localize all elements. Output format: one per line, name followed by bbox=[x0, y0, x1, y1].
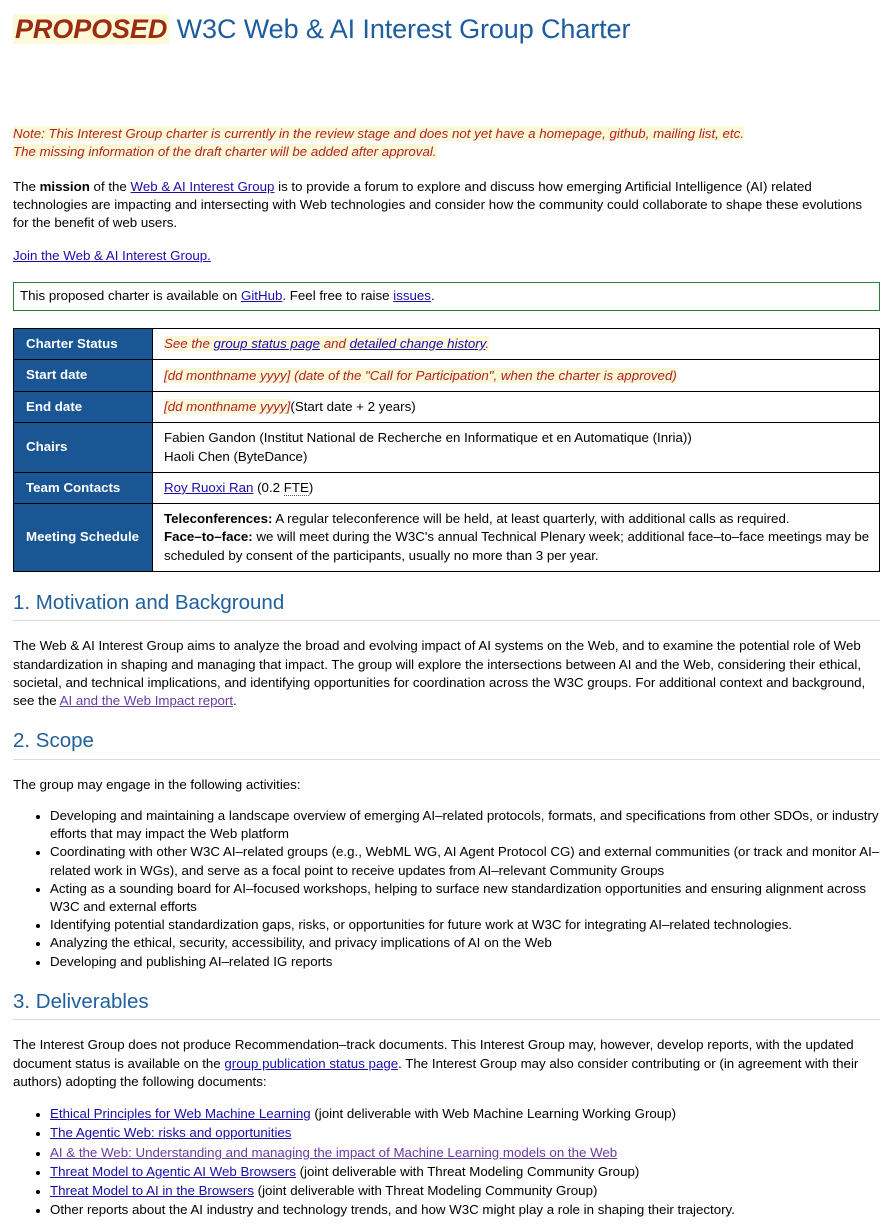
detailed-change-history-link[interactable]: detailed change history bbox=[349, 336, 486, 352]
section-heading-scope: 2. Scope bbox=[13, 729, 880, 760]
end-date-annotation: (Start date + 2 years) bbox=[290, 399, 416, 415]
face-to-face-text: we will meet during the W3C's annual Technical Plenary week; additional face–to–face meetings may be scheduled by consent of the participants, usually no more than 3 per year. bbox=[164, 529, 870, 563]
row-value-start-date bbox=[153, 360, 880, 391]
chair-2: Haoli Chen (ByteDance) bbox=[164, 448, 308, 464]
ai-web-impact-report-link[interactable]: AI and the Web Impact report bbox=[59, 693, 234, 709]
mission-paragraph bbox=[13, 178, 880, 233]
row-label-start-date: Start date bbox=[14, 360, 153, 391]
section-heading-deliverables: 3. Deliverables bbox=[13, 990, 880, 1021]
list-item bbox=[50, 1104, 880, 1123]
deliverable-suffix: (joint deliverable with Threat Modeling Community Group) bbox=[253, 1183, 598, 1199]
row-label-charter-status: Charter Status bbox=[14, 328, 153, 359]
table-row-meeting-schedule bbox=[14, 504, 880, 572]
motivation-paragraph bbox=[13, 637, 880, 710]
start-date-placeholder: [dd monthname yyyy] bbox=[164, 367, 291, 383]
fte-abbreviation: FTE bbox=[283, 479, 309, 495]
teleconferences-label: Teleconferences: bbox=[164, 511, 273, 527]
deliverable-link-threat-model-browsers[interactable]: Threat Model to AI in the Browsers bbox=[50, 1183, 254, 1199]
charter-status-pre: See the bbox=[164, 336, 214, 352]
section-heading-motivation: 1. Motivation and Background bbox=[13, 591, 880, 622]
table-row-team-contacts bbox=[14, 472, 880, 503]
deliverables-text-pre: The Interest Group does not produce Recommendation–track documents. This Interest Group may, however, develop reports, with the updated document status is available on the bbox=[13, 1037, 854, 1071]
mission-mid: of the bbox=[89, 178, 131, 194]
table-row-charter-status bbox=[14, 328, 880, 359]
page-title bbox=[13, 14, 880, 46]
motivation-text-pre: The Web & AI Interest Group aims to analyze the broad and evolving impact of AI systems on the Web, and to examine the potential role of Web standardization in shaping and managing that impact. The group will explore the intersections between AI and the Web, considering their ethical, societal, and technical implications, and identifying opportunities for coordination across the W3C groups. For additional context and background, see the bbox=[13, 638, 866, 709]
team-contact-link[interactable]: Roy Ruoxi Ran bbox=[164, 479, 254, 495]
github-notice-pre: This proposed charter is available on bbox=[20, 288, 241, 304]
review-note-line-1: Note: This Interest Group charter is currently in the review stage and does not yet have a homepage, github, mailing list, etc. bbox=[13, 125, 744, 141]
list-item bbox=[50, 1143, 880, 1162]
proposed-status-flag: PROPOSED bbox=[15, 14, 168, 44]
row-label-chairs: Chairs bbox=[14, 423, 153, 472]
chair-1: Fabien Gandon (Institut National de Recherche en Informatique et en Automatique (Inria)) bbox=[164, 430, 692, 446]
list-item: • Analyzing the ethical, security, accessibility, and privacy implications of AI on the Web bbox=[50, 934, 880, 952]
row-value-chairs bbox=[153, 423, 880, 472]
face-to-face-label: Face–to–face: bbox=[164, 529, 253, 545]
list-item: • Coordinating with other W3C AI–related groups (e.g., WebML WG, AI Agent Protocol CG) and external communities (or track and monitor AI–related work in WGs), and serve as a focal point to receive updates from AI–relevant Community Groups bbox=[50, 843, 880, 879]
group-status-page-link[interactable]: group status page bbox=[213, 336, 320, 352]
mission-pre: The bbox=[13, 178, 40, 194]
deliverable-link-threat-model-agentic[interactable]: Threat Model to Agentic AI Web Browsers bbox=[50, 1163, 296, 1179]
row-value-charter-status bbox=[153, 328, 880, 359]
list-item: • Acting as a sounding board for AI–focused workshops, helping to surface new standardization opportunities and ensuring alignment across W3C and external efforts bbox=[50, 880, 880, 916]
github-notice-post: . bbox=[430, 288, 435, 304]
deliverable-suffix: (joint deliverable with Web Machine Learning Working Group) bbox=[310, 1106, 677, 1122]
list-item bbox=[50, 1162, 880, 1181]
deliverable-suffix: (joint deliverable with Threat Modeling Community Group) bbox=[295, 1163, 640, 1179]
mission-rest: is to provide a forum to explore and discuss how emerging Artificial Intelligence (AI) related technologies are impacting and intersecting with Web technologies and consider how the community could collaborate to shape these evolutions for the benefit of web users. bbox=[13, 178, 863, 230]
issues-link[interactable]: issues bbox=[393, 288, 431, 304]
deliverables-text-post: . The Interest Group may also consider contributing or (in agreement with their authors) adopting the following documents: bbox=[13, 1055, 859, 1089]
join-group-link[interactable]: Join the Web & AI Interest Group. bbox=[13, 248, 211, 264]
table-row-start-date bbox=[14, 360, 880, 391]
list-item bbox=[50, 1123, 880, 1142]
deliverable-other-reports: Other reports about the AI industry and technology trends, and how W3C might play a role in shaping their trajectory. bbox=[50, 1202, 735, 1218]
mission-bold-word: mission bbox=[39, 178, 90, 194]
table-row-end-date bbox=[14, 391, 880, 422]
deliverables-paragraph bbox=[13, 1036, 880, 1091]
list-item: • Identifying potential standardization gaps, risks, or opportunities for future work at W3C for integrating AI–related technologies. bbox=[50, 916, 880, 934]
page-title-text: W3C Web & AI Interest Group Charter bbox=[176, 14, 631, 44]
motivation-text-post: . bbox=[233, 693, 237, 709]
scope-activities-list bbox=[13, 807, 880, 971]
github-link[interactable]: GitHub bbox=[241, 288, 283, 304]
deliverables-list bbox=[13, 1104, 880, 1220]
fte-pre: (0.2 bbox=[253, 479, 284, 495]
start-date-annotation: (date of the "Call for Participation", when the charter is approved) bbox=[290, 367, 677, 383]
row-label-meeting-schedule: Meeting Schedule bbox=[14, 504, 153, 572]
row-value-end-date bbox=[153, 391, 880, 422]
list-item bbox=[50, 1181, 880, 1200]
deliverable-link-ai-and-the-web[interactable]: AI & the Web: Understanding and managing the impact of Machine Learning models on the Web bbox=[50, 1144, 618, 1160]
review-note-line-2: The missing information of the draft charter will be added after approval. bbox=[13, 144, 437, 160]
teleconferences-text: A regular teleconference will be held, at least quarterly, with additional calls as required. bbox=[272, 511, 790, 527]
charter-status-mid: and bbox=[320, 336, 350, 352]
row-value-meeting-schedule bbox=[153, 504, 880, 572]
group-publication-status-page-link[interactable]: group publication status page bbox=[224, 1055, 399, 1071]
github-notice-mid: . Feel free to raise bbox=[282, 288, 394, 304]
row-value-team-contacts bbox=[153, 472, 880, 503]
deliverable-link-ethical-principles[interactable]: Ethical Principles for Web Machine Learning bbox=[50, 1106, 311, 1122]
fte-post: ) bbox=[308, 479, 314, 495]
deliverable-link-agentic-web[interactable]: The Agentic Web: risks and opportunities bbox=[50, 1125, 292, 1141]
web-ai-interest-group-link[interactable]: Web & AI Interest Group bbox=[130, 178, 275, 194]
list-item bbox=[50, 1200, 880, 1219]
github-notice-box bbox=[13, 282, 880, 311]
list-item: • Developing and maintaining a landscape overview of emerging AI–related protocols, formats, and specifications from other SDOs, or industry efforts that may impact the Web platform bbox=[50, 807, 880, 843]
row-label-end-date: End date bbox=[14, 391, 153, 422]
review-stage-note bbox=[13, 125, 875, 162]
end-date-placeholder: [dd monthname yyyy] bbox=[164, 399, 291, 415]
table-row-chairs bbox=[14, 423, 880, 472]
charter-status-post: . bbox=[485, 336, 490, 352]
list-item: • Developing and publishing AI–related IG reports bbox=[50, 953, 880, 971]
row-label-team-contacts: Team Contacts bbox=[14, 472, 153, 503]
scope-intro: The group may engage in the following activities: bbox=[13, 776, 301, 792]
charter-info-table bbox=[13, 328, 880, 572]
join-paragraph bbox=[13, 247, 880, 265]
